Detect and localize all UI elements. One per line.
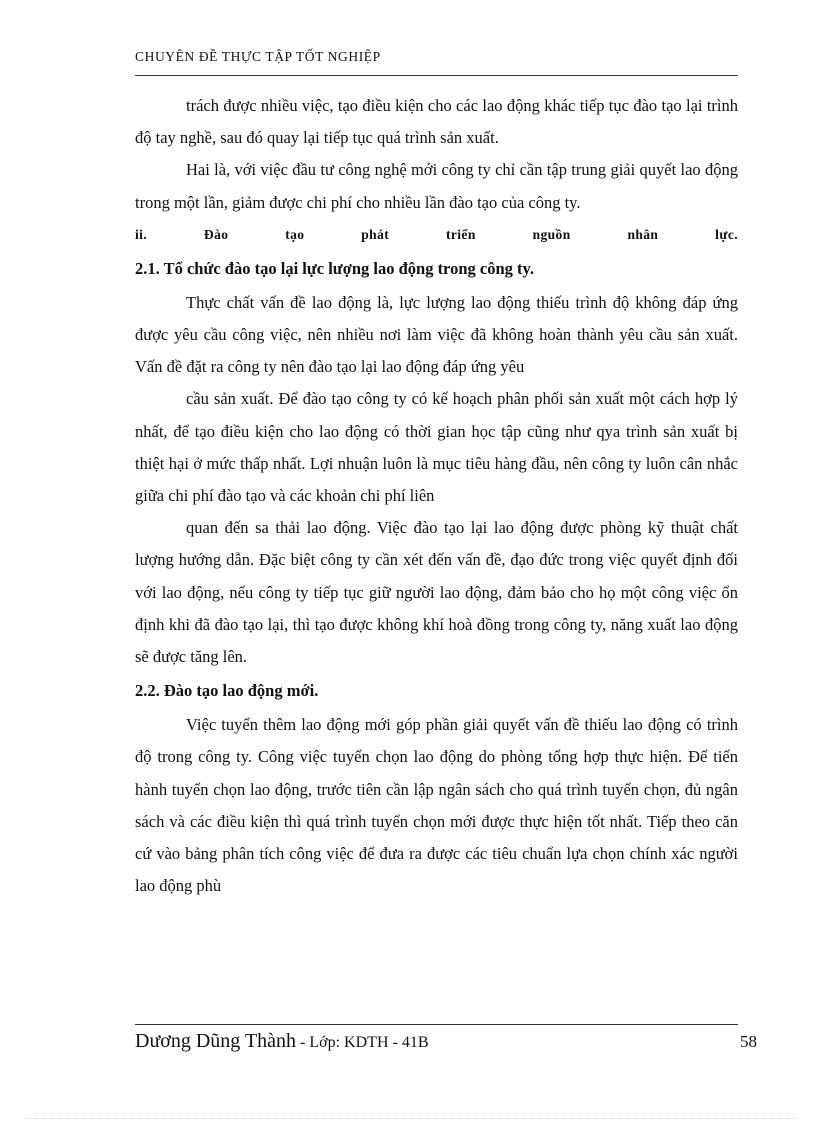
heading-word: Đào — [203, 226, 229, 242]
subheading-2-1: 2.1. Tổ chức đào tạo lại lực lượng lao động trong công ty. — [135, 258, 534, 278]
paragraph-2: Hai là, với việc đầu tư công nghệ mới công ty chỉ cần tập trung giải quyết lao động trong một lần, giảm được chi phí cho nhiều lần đào tạo của công ty. — [135, 160, 738, 212]
heading-word: tạo — [285, 226, 305, 242]
section-heading-ii — [135, 219, 738, 251]
paragraph-3: Thực chất vấn đề lao động là, lực lượng lao động thiếu trình độ không đáp ứng được yêu cầu công việc, nên nhiều nơi làm việc đã không hoàn thành yêu cầu sản xuất. Vấn đề đặt ra công ty nên đào tạo lại lao động đáp ứng yêu — [135, 292, 738, 377]
heading-word: nguồn — [532, 226, 571, 242]
heading-word: lực. — [715, 226, 738, 242]
class-info: - Lớp: KDTH - 41B — [300, 1034, 429, 1051]
subheading-2-2: 2.2. Đào tạo lao động mới. — [135, 681, 319, 701]
author-name: Dương Dũng Thành — [135, 1030, 297, 1052]
heading-word: triển — [445, 226, 476, 242]
heading-word: nhân — [627, 226, 659, 242]
document-body — [135, 90, 738, 902]
running-header: CHUYÊN ĐỀ THỰC TẬP TỐT NGHIỆP — [135, 49, 381, 64]
running-footer — [135, 1030, 757, 1053]
paragraph-1: trách được nhiều việc, tạo điều kiện cho các lao động khác tiếp tục đào tạo lại trình độ tay nghề, sau đó quay lại tiếp tục quá trình sản xuất. — [135, 96, 738, 148]
header-rule — [135, 75, 738, 76]
footer-rule — [135, 1024, 738, 1025]
page-number: 58 — [740, 1032, 757, 1051]
paragraph-6: Việc tuyển thêm lao động mới góp phần giải quyết vấn đề thiếu lao động có trình độ trong công ty. Công việc tuyển chọn lao động do phòng tổng hợp thực hiện. Để tiến hành tuyển chọn lao động, trước tiên cần lập ngân sách cho quá trình tuyển chọn, đủ ngân sách và các điều kiện thì quá trình tuyển chọn mới được thực hiện tốt nhất. Tiếp theo căn cứ vào bảng phân tích công việc để đưa ra được các tiêu chuẩn lựa chọn chính xác người lao động phù — [135, 715, 738, 896]
heading-word: ii. — [135, 226, 148, 242]
heading-word: phát — [361, 226, 390, 242]
page-edge-dotted-line — [25, 1118, 795, 1119]
paragraph-5: quan đến sa thải lao động. Việc đào tạo lại lao động được phòng kỹ thuật chất lượng hướng dẫn. Đặc biệt công ty cần xét đến vấn đề, đạo đức trong việc quyết định đối với lao động, nếu công ty tiếp tục giữ người lao động, đảm bảo cho họ một công việc ổn định khi đã đào tạo lại, thì tạo được không khí hoà đồng trong công ty, năng xuất lao động sẽ được tăng lên. — [135, 518, 738, 667]
paragraph-4: cầu sản xuất. Để đào tạo công ty có kế hoạch phân phối sản xuất một cách hợp lý nhất, để tạo điều kiện cho lao động có thời gian học tập cũng như qya trình sản xuất bị thiệt hại ở mức thấp nhất. Lợi nhuận luôn là mục tiêu hàng đầu, nên công ty luôn cân nhắc giữa chi phí đào tạo và các khoản chi phí liên — [135, 389, 738, 506]
